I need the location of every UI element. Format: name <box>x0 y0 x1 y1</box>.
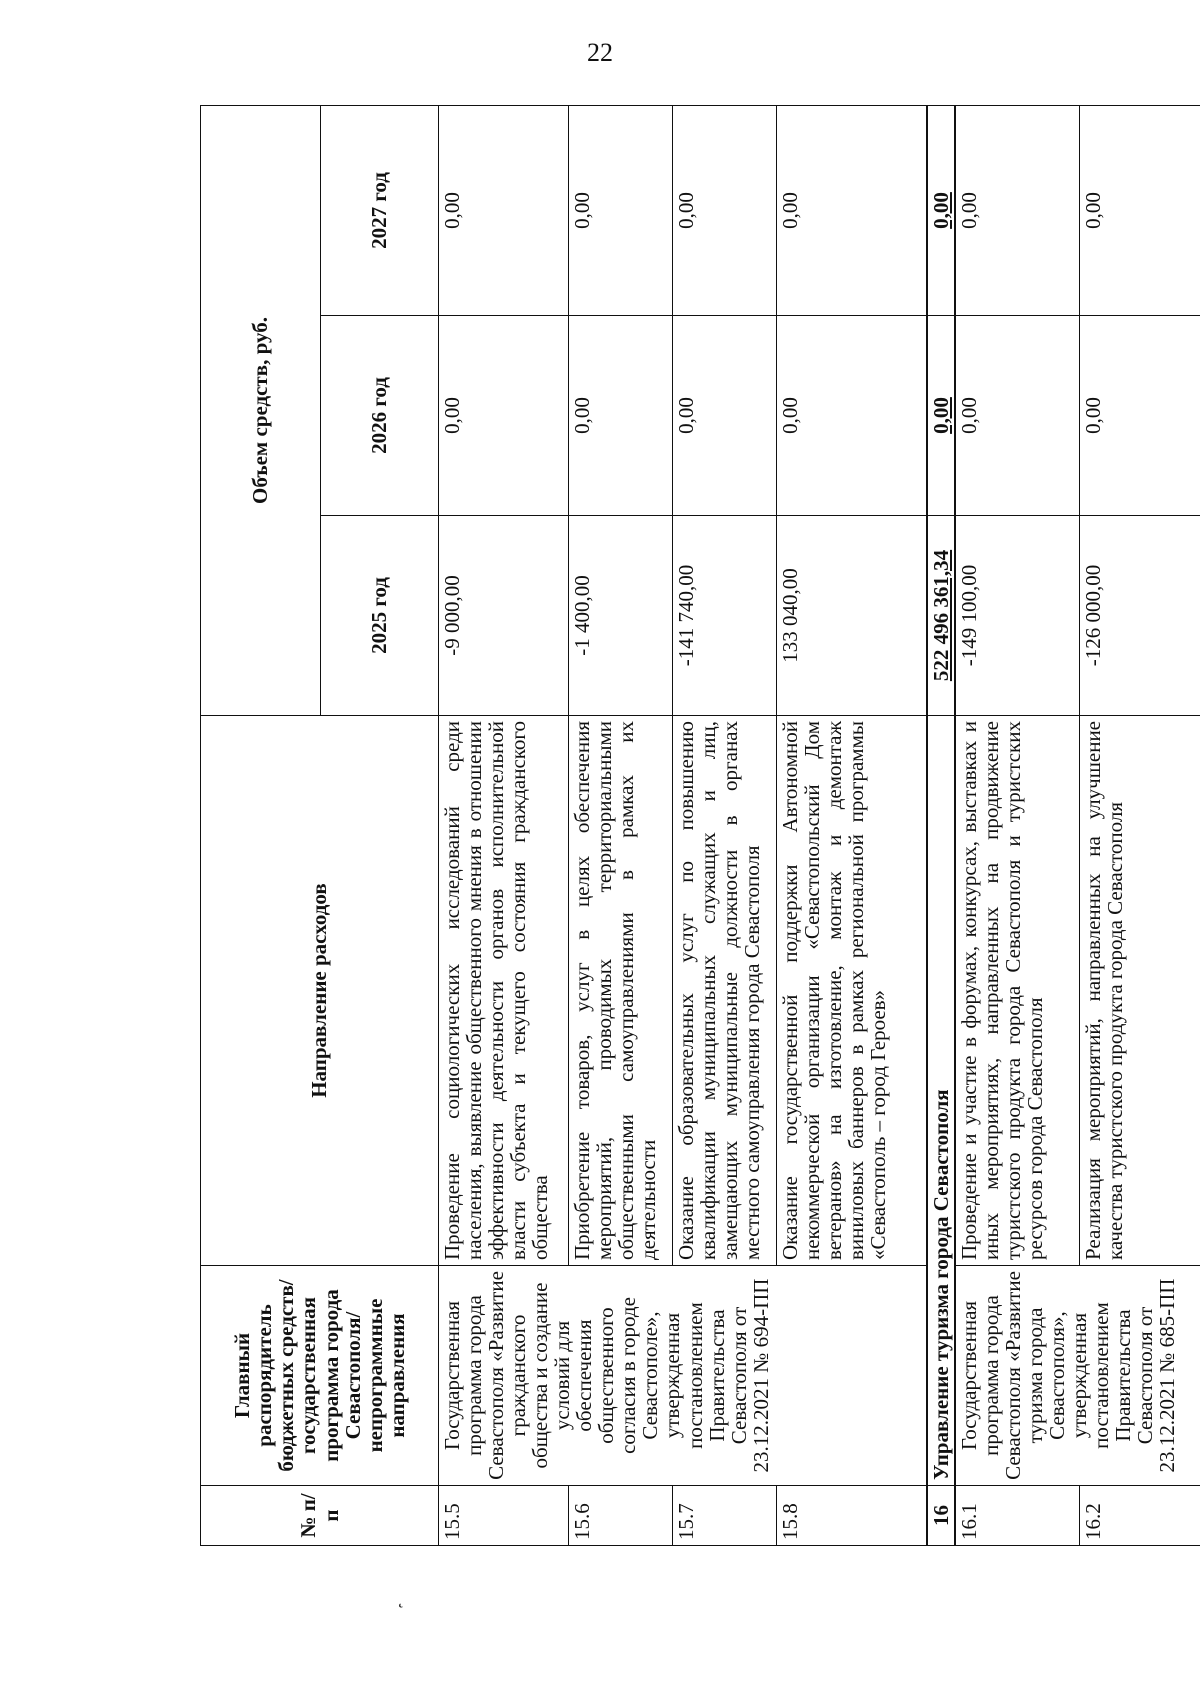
row-num: 15.6 <box>569 1486 673 1546</box>
row-2027: 0,00 <box>439 106 569 316</box>
row-direction: Реализация мероприятий, направленных на улучшение качества туристского продукта города Севастополя <box>1080 716 1200 1266</box>
row-2026: 0,00 <box>569 316 673 516</box>
row-2025: -126 000,00 <box>1080 516 1200 716</box>
row-2027: 0,00 <box>569 106 673 316</box>
row-2026: 0,00 <box>439 316 569 516</box>
page-number: 22 <box>587 38 613 67</box>
section-16-2027: 0,00 <box>927 106 955 316</box>
row-num: 15.7 <box>673 1486 777 1546</box>
section-16-2026: 0,00 <box>927 316 955 516</box>
row-2027: 0,00 <box>1080 106 1200 316</box>
row-2025: -141 740,00 <box>673 516 777 716</box>
program-15-cell: Государственная программа города Севастополя «Развитие гражданского общества и создание условий для обеспечения общественного согласия в городе Севастополе», утвержденная постановлением Правительства Севастополя от 23.12.2021 № 694-ПП <box>439 1266 927 1486</box>
stray-mark: ˛ <box>398 1588 404 1608</box>
budget-table <box>200 105 1200 1546</box>
row-num: 16.1 <box>955 1486 1080 1546</box>
table-row <box>955 106 1080 1546</box>
rotated-table-container <box>200 106 1200 1546</box>
row-num: 15.8 <box>777 1486 927 1546</box>
row-2027: 0,00 <box>673 106 777 316</box>
header-direction: Направление расходов <box>201 716 439 1266</box>
row-2026: 0,00 <box>777 316 927 516</box>
row-2025: -1 400,00 <box>569 516 673 716</box>
row-direction: Оказание образовательных услуг по повышению квалификации муниципальных служащих и лиц, замещающих муниципальные должности в органах местного самоуправления города Севастополя <box>673 716 777 1266</box>
header-2027: 2027 год <box>321 106 439 316</box>
row-num: 16.2 <box>1080 1486 1200 1546</box>
row-direction: Проведение социологических исследований среди населения, выявление общественного мнения в отношении эффективности деятельности органов исполнительной власти субъекта и текущего состояния гражданского общества <box>439 716 569 1266</box>
header-volume: Объем средств, руб. <box>201 106 321 716</box>
header-manager: Главный распорядитель бюджетных средств/государственная программа города Севастополя/непрограммные направления <box>201 1266 439 1486</box>
section-16-title: Управление туризма города Севастополя <box>927 716 955 1486</box>
row-2026: 0,00 <box>673 316 777 516</box>
row-2025: 133 040,00 <box>777 516 927 716</box>
header-num: № п/п <box>201 1486 439 1546</box>
section-16-num: 16 <box>927 1486 955 1546</box>
table-row <box>439 106 569 1546</box>
row-2025: -149 100,00 <box>955 516 1080 716</box>
row-2026: 0,00 <box>955 316 1080 516</box>
header-2026: 2026 год <box>321 316 439 516</box>
header-2025: 2025 год <box>321 516 439 716</box>
section-16-summary-row <box>927 106 955 1546</box>
header-row-1 <box>201 106 321 1546</box>
row-2027: 0,00 <box>777 106 927 316</box>
row-num: 15.5 <box>439 1486 569 1546</box>
row-direction: Оказание государственной поддержки Автономной некоммерческой организации «Севастопольский Дом ветеранов» на изготовление, монтаж и демонтаж виниловых баннеров в рамках региональной программы «Севастополь – город Героев» <box>777 716 927 1266</box>
row-2026: 0,00 <box>1080 316 1200 516</box>
section-16-2025: 522 496 361,34 <box>927 516 955 716</box>
program-16-cell: Государственная программа города Севастополя «Развитие туризма города Севастополя», утвержденная постановлением Правительства Севастополя от 23.12.2021 № 685-ПП <box>955 1266 1200 1486</box>
row-2027: 0,00 <box>955 106 1080 316</box>
row-2025: -9 000,00 <box>439 516 569 716</box>
row-direction: Проведение и участие в форумах, конкурсах, выставках и иных мероприятиях, направленных на продвижение туристского продукта города Севастополя и туристских ресурсов города Севастополя <box>955 716 1080 1266</box>
row-direction: Приобретение товаров, услуг в целях обеспечения мероприятий, проводимых территориальными общественными самоуправлениями в рамках их деятельности <box>569 716 673 1266</box>
